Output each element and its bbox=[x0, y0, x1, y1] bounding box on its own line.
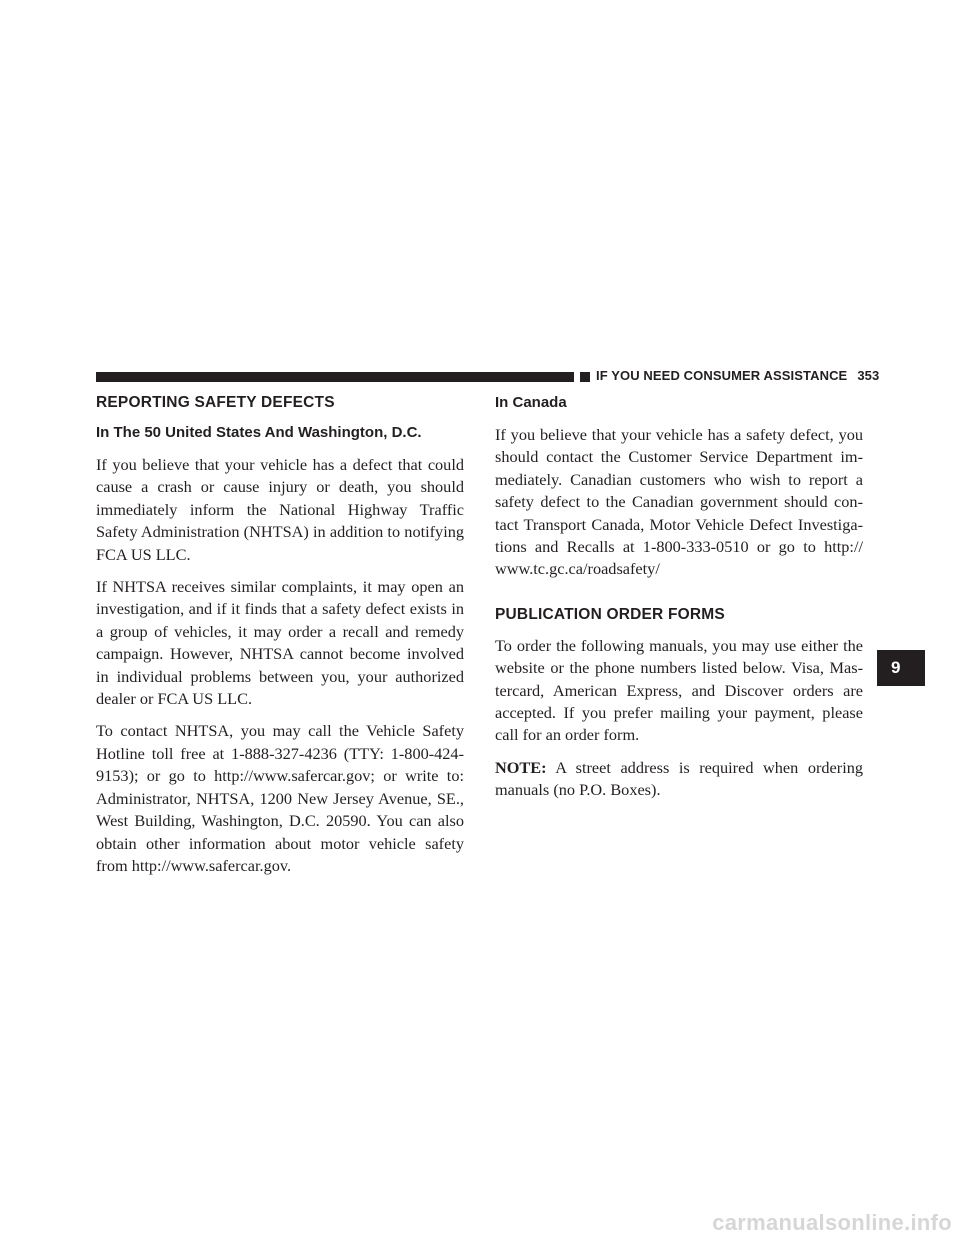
note-label: NOTE: bbox=[495, 757, 547, 777]
canada-paragraph: If you believe that your vehicle has a safety defect, you should contact the Customer Service Department immediately. Canadian customers who wish to report a safety defect to the Canadian government should contact Transport Canada, Motor Vehicle Defect Investigations and Recalls at 1-800-333-0510 or go to http:// www.tc.gc.ca/roadsafety/ bbox=[495, 425, 863, 579]
page-number: 353 bbox=[857, 368, 880, 383]
header-rule-marker bbox=[580, 372, 590, 382]
running-head bbox=[596, 368, 880, 383]
note-text: A street address is required when ordering manuals (no P.O. Boxes). bbox=[495, 757, 863, 800]
header-rule bbox=[96, 372, 574, 382]
watermark: carmanualsonline.info bbox=[712, 1210, 952, 1235]
chapter-tab: 9 bbox=[877, 650, 925, 686]
left-column bbox=[96, 393, 464, 887]
canada-subheading: In Canada bbox=[495, 394, 567, 411]
order-paragraph: To order the following manuals, you may use either the website or the phone numbers listed below. Visa, Mastercard, American Express, and Discover orders are accepted. If you prefer mailing your payment, please call for an order form. bbox=[495, 635, 863, 745]
right-column bbox=[495, 393, 863, 812]
section-title: IF YOU NEED CONSUMER ASSISTANCE bbox=[596, 368, 848, 383]
reporting-safety-defects-heading: REPORTING SAFETY DEFECTS bbox=[96, 394, 335, 411]
note-paragraph bbox=[495, 757, 863, 802]
us-subheading: In The 50 United States And Washington, D.C. bbox=[96, 424, 422, 441]
us-paragraph-3: To contact NHTSA, you may call the Vehicle Safety Hotline toll free at 1-888-327-4236 (TTY: 1-800-424-9153); or go to http://www.safercar.gov; or write to: Administrator, NHTSA, 1200 New Jersey Avenue, SE., West Building, Washington, D.C. 20590. You can also obtain other information about motor vehicle safety from http://www.safercar.gov. bbox=[96, 721, 464, 875]
us-paragraph-1: If you believe that your vehicle has a defect that could cause a crash or cause injury or death, you should immediately inform the National Highway Traffic Safety Administration (NHTSA) in addition to notifying FCA US LLC. bbox=[96, 455, 464, 564]
publication-order-forms-heading: PUBLICATION ORDER FORMS bbox=[495, 605, 725, 623]
us-paragraph-2: If NHTSA receives similar complaints, it may open an investigation, and if it finds that a safety defect exists in a group of vehicles, it may order a recall and remedy campaign. However, NHTSA cannot become involved in individual problems between you, your authorized dealer or FCA US LLC. bbox=[96, 577, 464, 709]
